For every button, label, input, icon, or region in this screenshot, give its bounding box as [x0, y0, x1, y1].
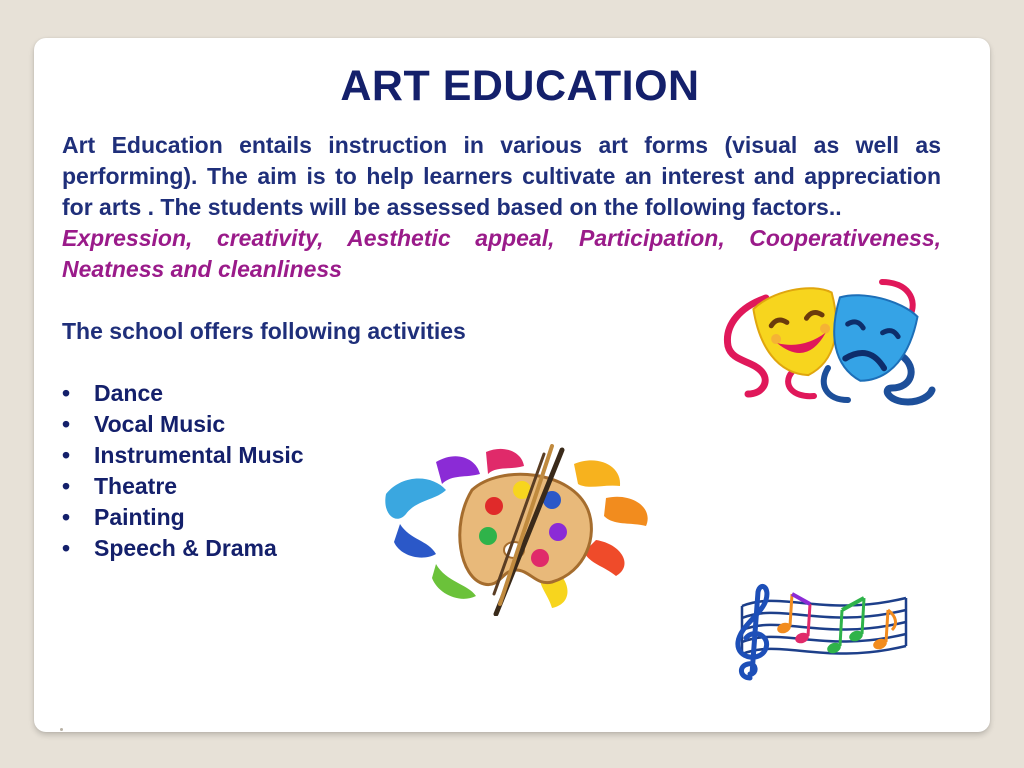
bullet: • — [62, 442, 71, 468]
activity-label: Painting — [94, 504, 185, 530]
slide-title: ART EDUCATION — [340, 62, 700, 110]
activity-label: Speech & Drama — [94, 535, 277, 561]
assessment-factors: Expression, creativity, Aesthetic appeal, Participation, Cooperativeness, Neatness and cleanliness — [62, 225, 941, 282]
intro-paragraph: Art Education entails instruction in various art forms (visual as well as performing). The aim is to help learners cultivate an interest and appreciation for arts . The students will be assessed based on the following factors.. — [62, 132, 941, 220]
bullet: • — [62, 473, 71, 499]
music-notes-icon — [722, 582, 910, 686]
bullet: • — [62, 411, 71, 437]
theatre-masks-icon — [722, 276, 936, 412]
activity-label: Theatre — [94, 473, 178, 499]
bullet: • — [62, 380, 71, 406]
slide-number-dot — [60, 728, 63, 731]
activities-heading: The school offers following activities — [62, 318, 466, 344]
activity-item-vocal-music — [62, 409, 941, 440]
activity-label: Instrumental Music — [94, 442, 304, 468]
paint-palette-icon — [376, 444, 658, 616]
bullet: • — [62, 504, 71, 530]
bullet: • — [62, 535, 71, 561]
activity-label: Dance — [94, 380, 164, 406]
activity-label: Vocal Music — [94, 411, 226, 437]
